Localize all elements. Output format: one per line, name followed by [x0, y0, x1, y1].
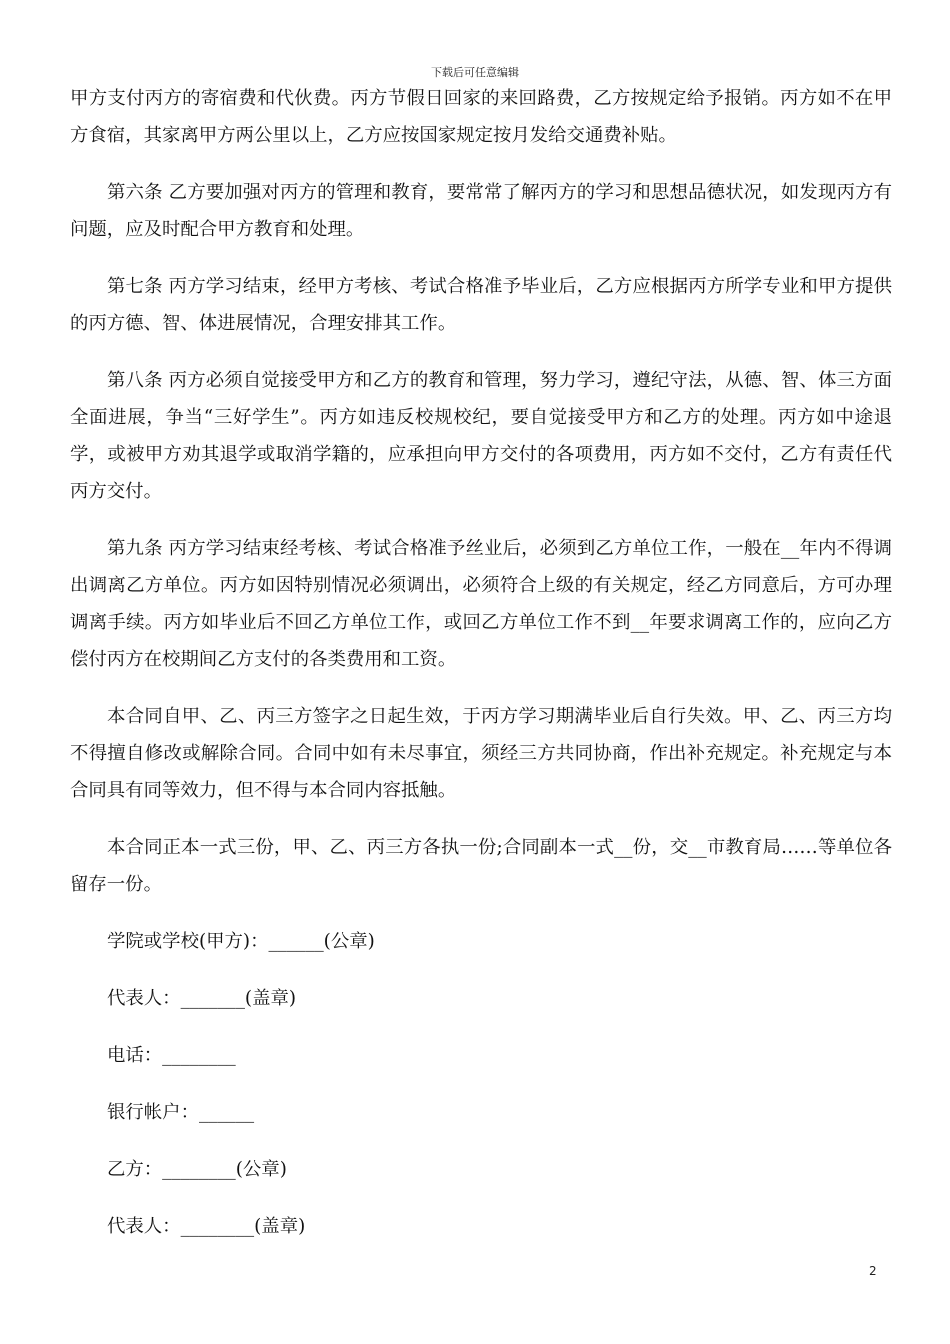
paragraph-article-7: 第七条 丙方学习结束，经甲方考核、考试合格准予毕业后，乙方应根据丙方所学专业和甲方提供的丙方德、智、体进展情况，合理安排其工作。 [70, 276, 892, 334]
signature-representative-a: 代表人：_______(盖章) [107, 988, 297, 1009]
paragraph-article-9: 第九条 丙方学习结束经考核、考试合格准予丝业后，必须到乙方单位工作，一般在__年内不得调出调离乙方单位。丙方如因特别情况必须调出，必须符合上级的有关规定，经乙方同意后，方可办理调离手续。丙方如毕业后不回乙方单位工作，或回乙方单位工作不到__年要求调离工作的，应向乙方偿付丙方在校期间乙方支付的各类费用和工资。 [70, 538, 892, 670]
paragraph-continuation: 甲方支付丙方的寄宿费和代伙费。丙方节假日回家的来回路费，乙方按规定给予报销。丙方如不在甲方食宿，其家离甲方两公里以上，乙方应按国家规定按月发给交通费补贴。 [70, 88, 892, 146]
paragraph-article-6: 第六条 乙方要加强对丙方的管理和教育，要常常了解丙方的学习和思想品德状况，如发现丙方有问题，应及时配合甲方教育和处理。 [70, 182, 892, 240]
signature-representative-b: 代表人：________(盖章) [107, 1216, 306, 1237]
signature-party-b: 乙方：________(公章) [107, 1159, 287, 1180]
signature-bank-account: 银行帐户：______ [107, 1102, 255, 1123]
paragraph-effectiveness: 本合同自甲、乙、丙三方签字之日起生效，于丙方学习期满毕业后自行失效。甲、乙、丙三方均不得擅自修改或解除合同。合同中如有未尽事宜，须经三方共同协商，作出补充规定。补充规定与本合同具有同等效力，但不得与本合同内容抵触。 [70, 706, 892, 801]
signature-phone: 电话：________ [107, 1045, 236, 1066]
paragraph-copies: 本合同正本一式三份，甲、乙、丙三方各执一份;合同副本一式__份，交__市教育局……等单位各留存一份。 [70, 837, 892, 895]
header-note: 下载后可任意编辑 [431, 66, 519, 79]
signature-school: 学院或学校(甲方)：______(公章) [107, 931, 375, 952]
page-number: 2 [869, 1264, 877, 1278]
paragraph-article-8: 第八条 丙方必须自觉接受甲方和乙方的教育和管理，努力学习，遵纪守法，从德、智、体三方面全面进展，争当“三好学生”。丙方如违反校规校纪，要自觉接受甲方和乙方的处理。丙方如中途退学，或被甲方劝其退学或取消学籍的，应承担向甲方交付的各项费用，丙方如不交付，乙方有责任代丙方交付。 [70, 370, 892, 502]
document-body [70, 80, 892, 1265]
